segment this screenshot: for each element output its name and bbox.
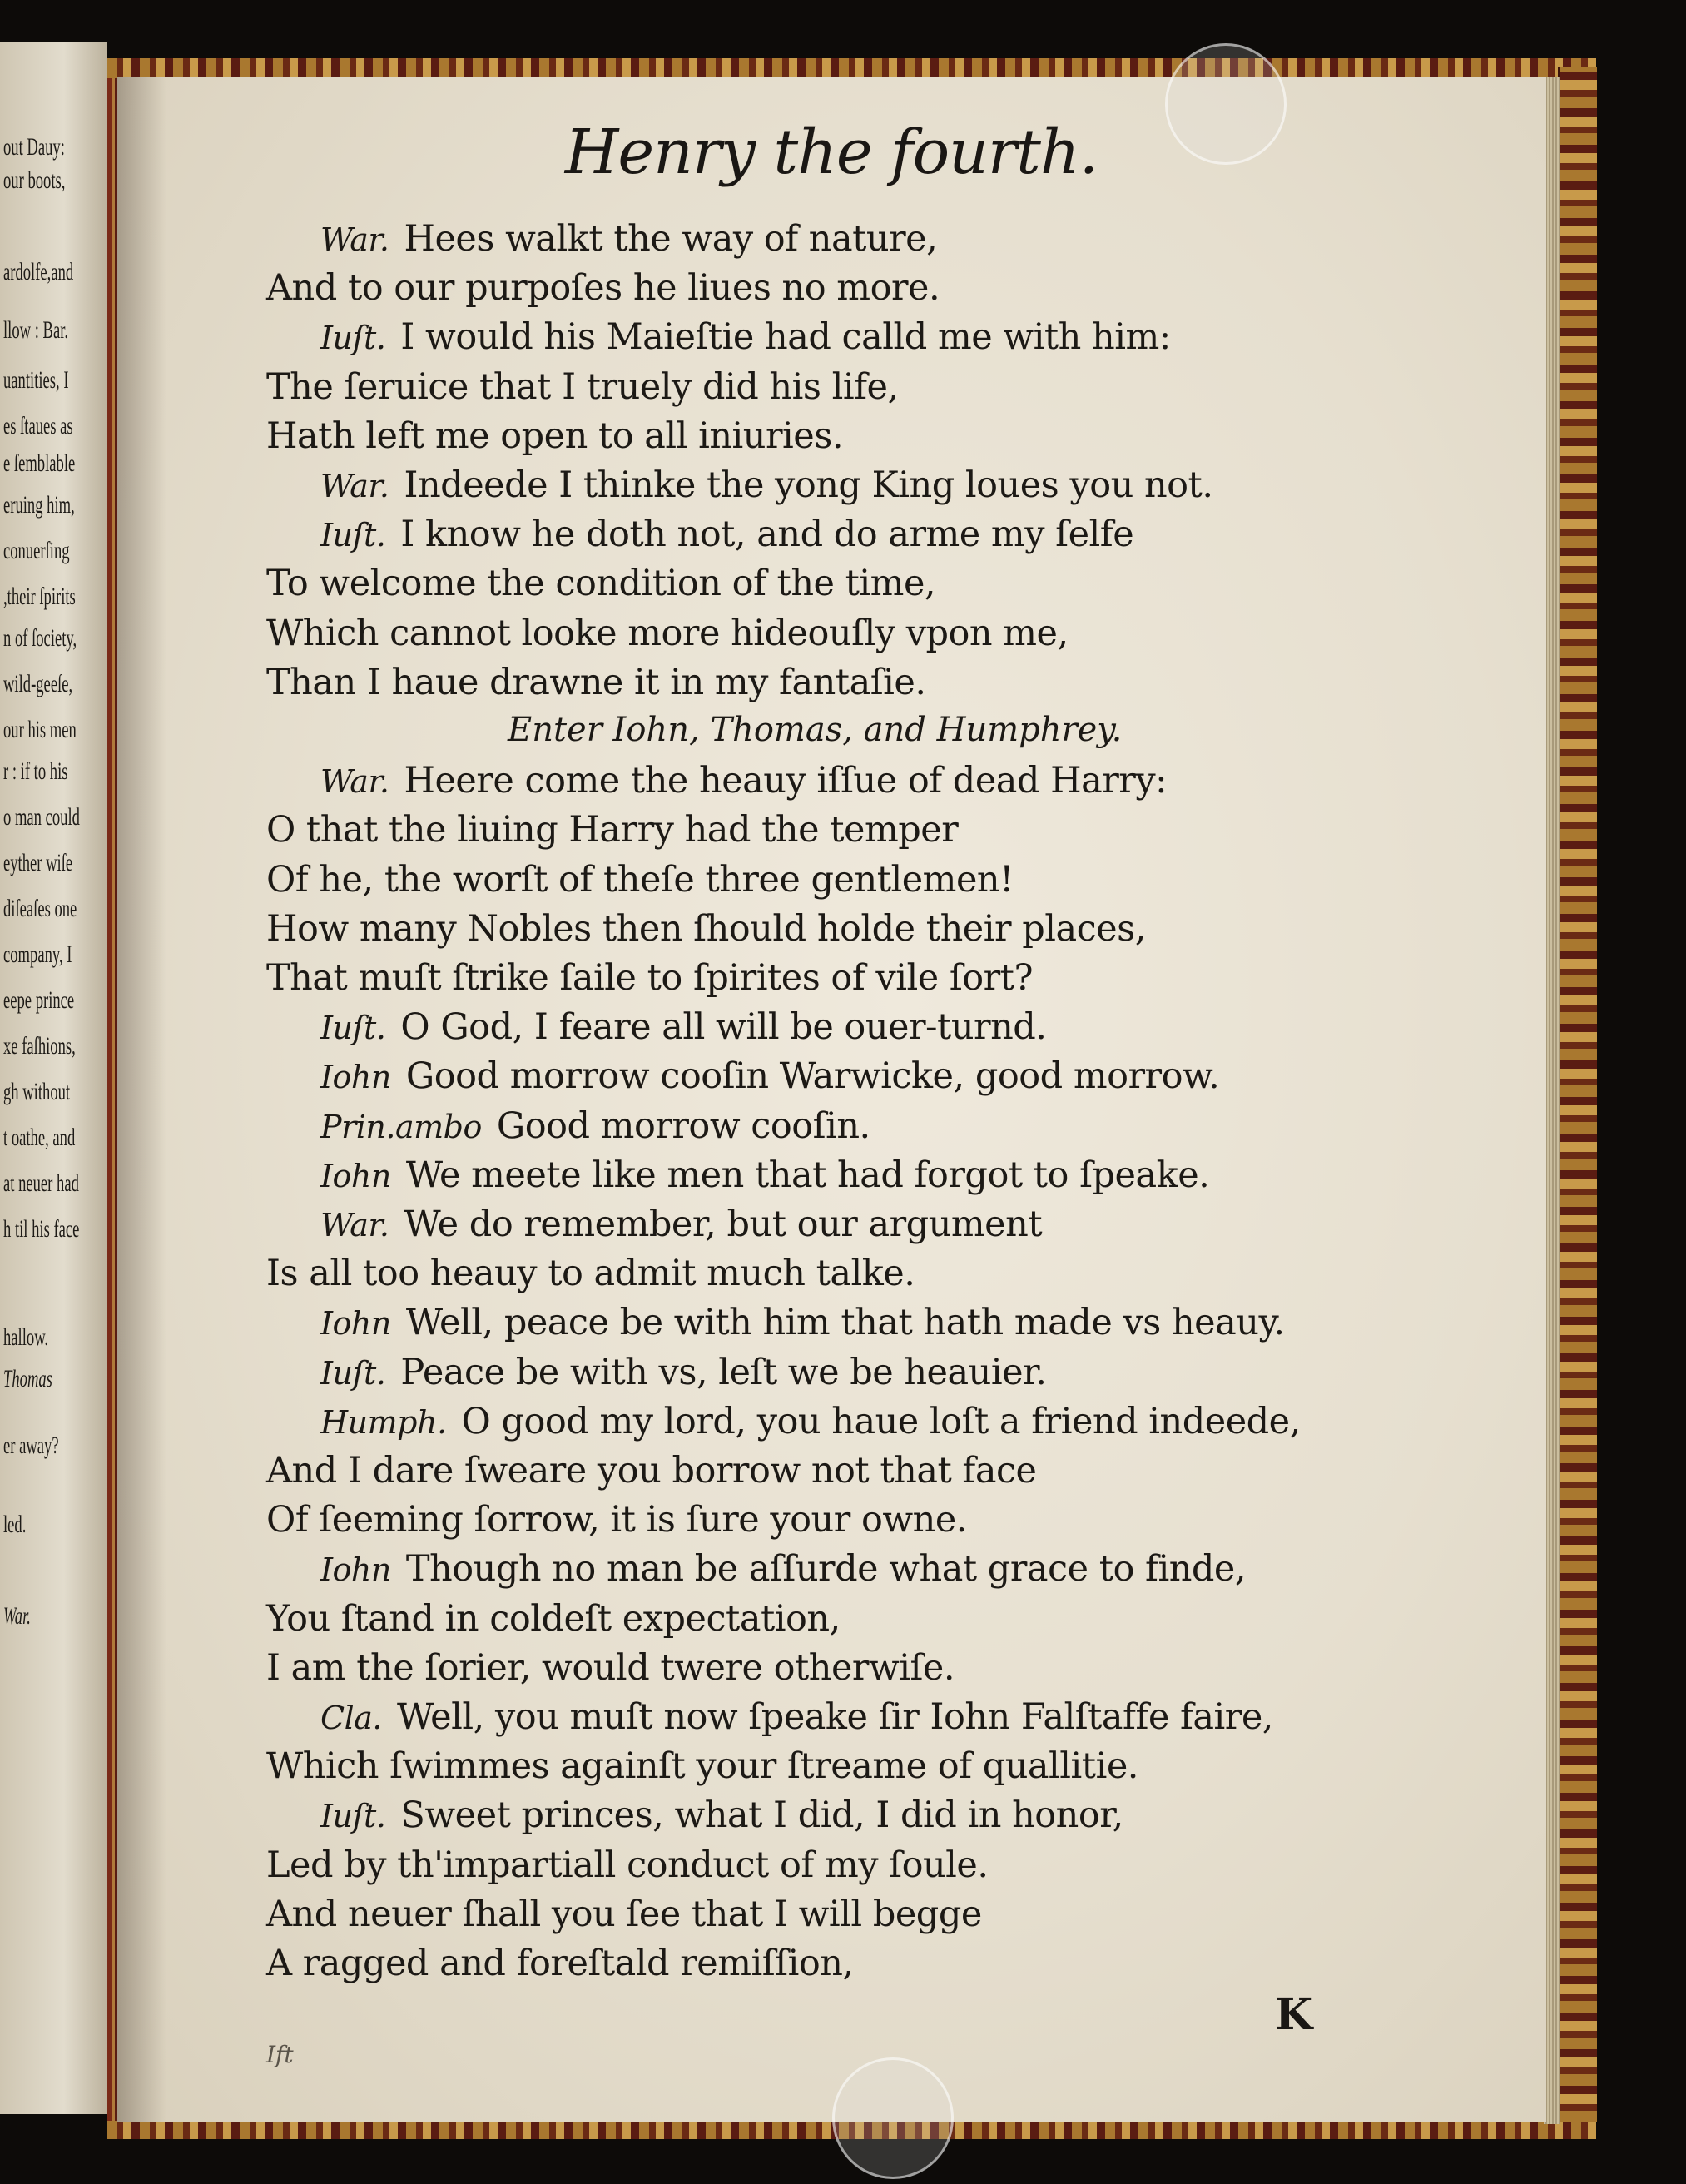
facing-page-line: gh without (3, 1078, 71, 1105)
line-text: A ragged and foreſtald remiſſion, (266, 1943, 854, 1984)
gilt-border-top (107, 58, 1596, 78)
facing-page-line: eyther wiſe (3, 849, 73, 876)
line-text: Well, peace be with him that hath made vs heauy. (405, 1302, 1285, 1344)
text-line (266, 1894, 982, 1935)
text-line (266, 1253, 915, 1294)
line-text: How many Nobles then ſhould holde their places, (266, 907, 1146, 950)
line-text: Heere come the heauy iſſue of dead Harry: (404, 760, 1168, 802)
facing-page-line: our his men (3, 716, 77, 743)
facing-page-line: War. (3, 1602, 31, 1630)
facing-page-line: Thomas (3, 1365, 52, 1392)
speaker-prefix: Iohn (320, 1059, 391, 1096)
speaker-prefix: War. (320, 221, 389, 258)
text-line (266, 267, 940, 309)
catchword: Ift (266, 2041, 294, 2068)
facing-page-line: led. (3, 1511, 27, 1538)
line-text: O good my lord, you haue loſt a friend indeede, (461, 1400, 1301, 1442)
line-text: And to our purpoſes he liues no more. (266, 267, 940, 310)
line-text: And I dare ſweare you borrow not that face (266, 1450, 1037, 1492)
text-line (266, 1844, 989, 1886)
facing-page-line: ardolfe,and (3, 258, 74, 285)
text-line (266, 1450, 1037, 1492)
facing-page-line: h til his face (3, 1215, 80, 1243)
facing-page-line: t oathe, and (3, 1124, 76, 1151)
speaker-prefix: Iohn (320, 1305, 391, 1343)
facing-page-line: eruing him, (3, 491, 75, 519)
text-line (266, 809, 958, 851)
facing-page-line: diſeaſes one (3, 895, 77, 922)
line-text: I would his Maieſtie had calld me with him: (400, 316, 1171, 359)
speaker-prefix: War. (320, 763, 389, 801)
page-clip-bottom (832, 2057, 954, 2179)
line-text: I know he doth not, and do arme my ſelfe (400, 514, 1134, 556)
page-edges (1544, 77, 1560, 2124)
speaker-prefix: Iuſt. (320, 1798, 386, 1835)
facing-page-line: er away? (3, 1432, 59, 1459)
line-text: Which ſwimmes againſt your ſtreame of quallitie. (266, 1745, 1138, 1788)
text-line (320, 1696, 1273, 1738)
speaker-prefix: Iuſt. (320, 517, 386, 554)
text-line (266, 563, 935, 604)
text-line (266, 1647, 955, 1689)
text-line (320, 1548, 1246, 1590)
facing-page-line: at neuer had (3, 1169, 79, 1197)
text-line (320, 1055, 1219, 1097)
line-text: Hath left me open to all iniuries. (266, 414, 843, 457)
speaker-prefix: Prin.ambo (320, 1108, 482, 1145)
line-text: O that the liuing Harry had the temper (266, 809, 959, 851)
line-text: The ſeruice that I truely did his life, (266, 365, 899, 408)
text-line (266, 1943, 854, 1984)
facing-page-line: company, I (3, 941, 72, 968)
line-text: O God, I feare all will be ouer-turnd. (400, 1006, 1047, 1049)
line-text: Good morrow cooſin Warwicke, good morrow. (405, 1055, 1220, 1098)
text-line (266, 1745, 1138, 1787)
line-text: Good morrow cooſin. (496, 1104, 870, 1147)
page-gutter (117, 77, 166, 2122)
text-line (266, 366, 899, 408)
facing-page-line: uantities, I (3, 366, 69, 394)
facing-page (0, 42, 107, 2114)
facing-page-line: our boots, (3, 166, 66, 194)
speaker-prefix: Iuſt. (320, 1010, 386, 1047)
facing-page-line: llow : Bar. (3, 316, 69, 344)
line-text: Of he, the worſt of theſe three gentlemen! (266, 858, 1014, 901)
text-line (320, 1154, 1209, 1196)
line-text: Of ſeeming ſorrow, it is ſure your owne. (266, 1499, 967, 1541)
line-text: We meete like men that had forgot to ſpeake. (405, 1154, 1210, 1196)
facing-page-line: conuerſing (3, 537, 70, 564)
text-line (320, 1401, 1301, 1442)
facing-page-line: eepe prince (3, 986, 75, 1014)
text-line (320, 1794, 1123, 1836)
line-text: Sweet princes, what I did, I did in honor, (400, 1794, 1123, 1837)
book-page (117, 77, 1546, 2122)
text-line (320, 1302, 1285, 1343)
facing-page-line: n of ſociety, (3, 624, 77, 652)
text-line (320, 316, 1171, 358)
facing-page-line: xe faſhions, (3, 1032, 76, 1060)
text-line (266, 415, 843, 457)
facing-page-line: e ſemblable (3, 449, 76, 477)
text-line (266, 908, 1146, 950)
facing-page-line: r : if to his (3, 757, 68, 785)
line-text: I am the ſorier, would twere otherwiſe. (266, 1646, 955, 1689)
line-text: To welcome the condition of the time, (266, 563, 936, 605)
line-text: Which cannot looke more hideouſly vpon me, (266, 612, 1069, 654)
text-line (266, 1598, 841, 1640)
speaker-prefix: Iohn (320, 1551, 391, 1589)
line-text: Though no man be aſſurde what grace to finde, (405, 1548, 1247, 1591)
speaker-prefix: Iuſt. (320, 1354, 386, 1392)
line-text: Is all too heauy to admit much talke. (266, 1253, 915, 1295)
speaker-prefix: Cla. (320, 1700, 382, 1736)
text-line (266, 613, 1069, 654)
speaker-prefix: Humph. (320, 1403, 447, 1441)
line-text: Indeede I thinke the yong King loues you not. (404, 464, 1213, 506)
text-line (266, 957, 1033, 999)
text-line (266, 859, 1014, 901)
line-text: We do remember, but our argument (404, 1204, 1043, 1245)
text-line (266, 1499, 967, 1541)
facing-page-line: ,their ſpirits (3, 583, 76, 610)
line-text: Well, you muſt now ſpeake ſir Iohn Falſtaffe faire, (396, 1696, 1273, 1738)
speaker-prefix: War. (320, 1207, 389, 1243)
line-text: And neuer ſhall you ſee that I will begge (266, 1893, 982, 1935)
line-text: That muſt ſtrike ſaile to ſpirites of vile ſort? (266, 957, 1034, 999)
facing-page-line: o man could (3, 803, 80, 831)
line-text: Hees walkt the way of nature, (404, 218, 938, 260)
speaker-prefix: Iohn (320, 1157, 391, 1194)
facing-page-line: hallow. (3, 1323, 49, 1351)
speaker-prefix: War. (320, 468, 389, 504)
text-line (320, 514, 1133, 555)
text-line (320, 1204, 1042, 1245)
text-line (320, 1352, 1047, 1393)
text-line (266, 662, 926, 703)
text-line (320, 218, 937, 260)
gilt-border-right (1558, 67, 1597, 2122)
stage-direction: Enter Iohn, Thomas, and Humphrey. (508, 711, 1123, 749)
line-text: You ſtand in coldeſt expectation, (266, 1597, 841, 1640)
text-line (320, 1105, 870, 1147)
line-text: Than I haue drawne it in my fantaſie. (266, 661, 926, 703)
line-text: Peace be with vs, leſt we be heauier. (400, 1351, 1047, 1393)
text-line (320, 760, 1167, 802)
facing-page-line: out Dauy: (3, 133, 65, 161)
running-head: Henry the fourth. (564, 117, 1098, 188)
facing-page-line: es ſtaues as (3, 412, 73, 439)
speaker-prefix: Iuſt. (320, 320, 386, 357)
text-line (320, 464, 1213, 506)
text-line (320, 1006, 1046, 1048)
line-text: Led by th'impartiall conduct of my ſoule. (266, 1844, 989, 1886)
signature-mark: K (1275, 1989, 1313, 2040)
facing-page-line: wild-geeſe, (3, 670, 73, 697)
